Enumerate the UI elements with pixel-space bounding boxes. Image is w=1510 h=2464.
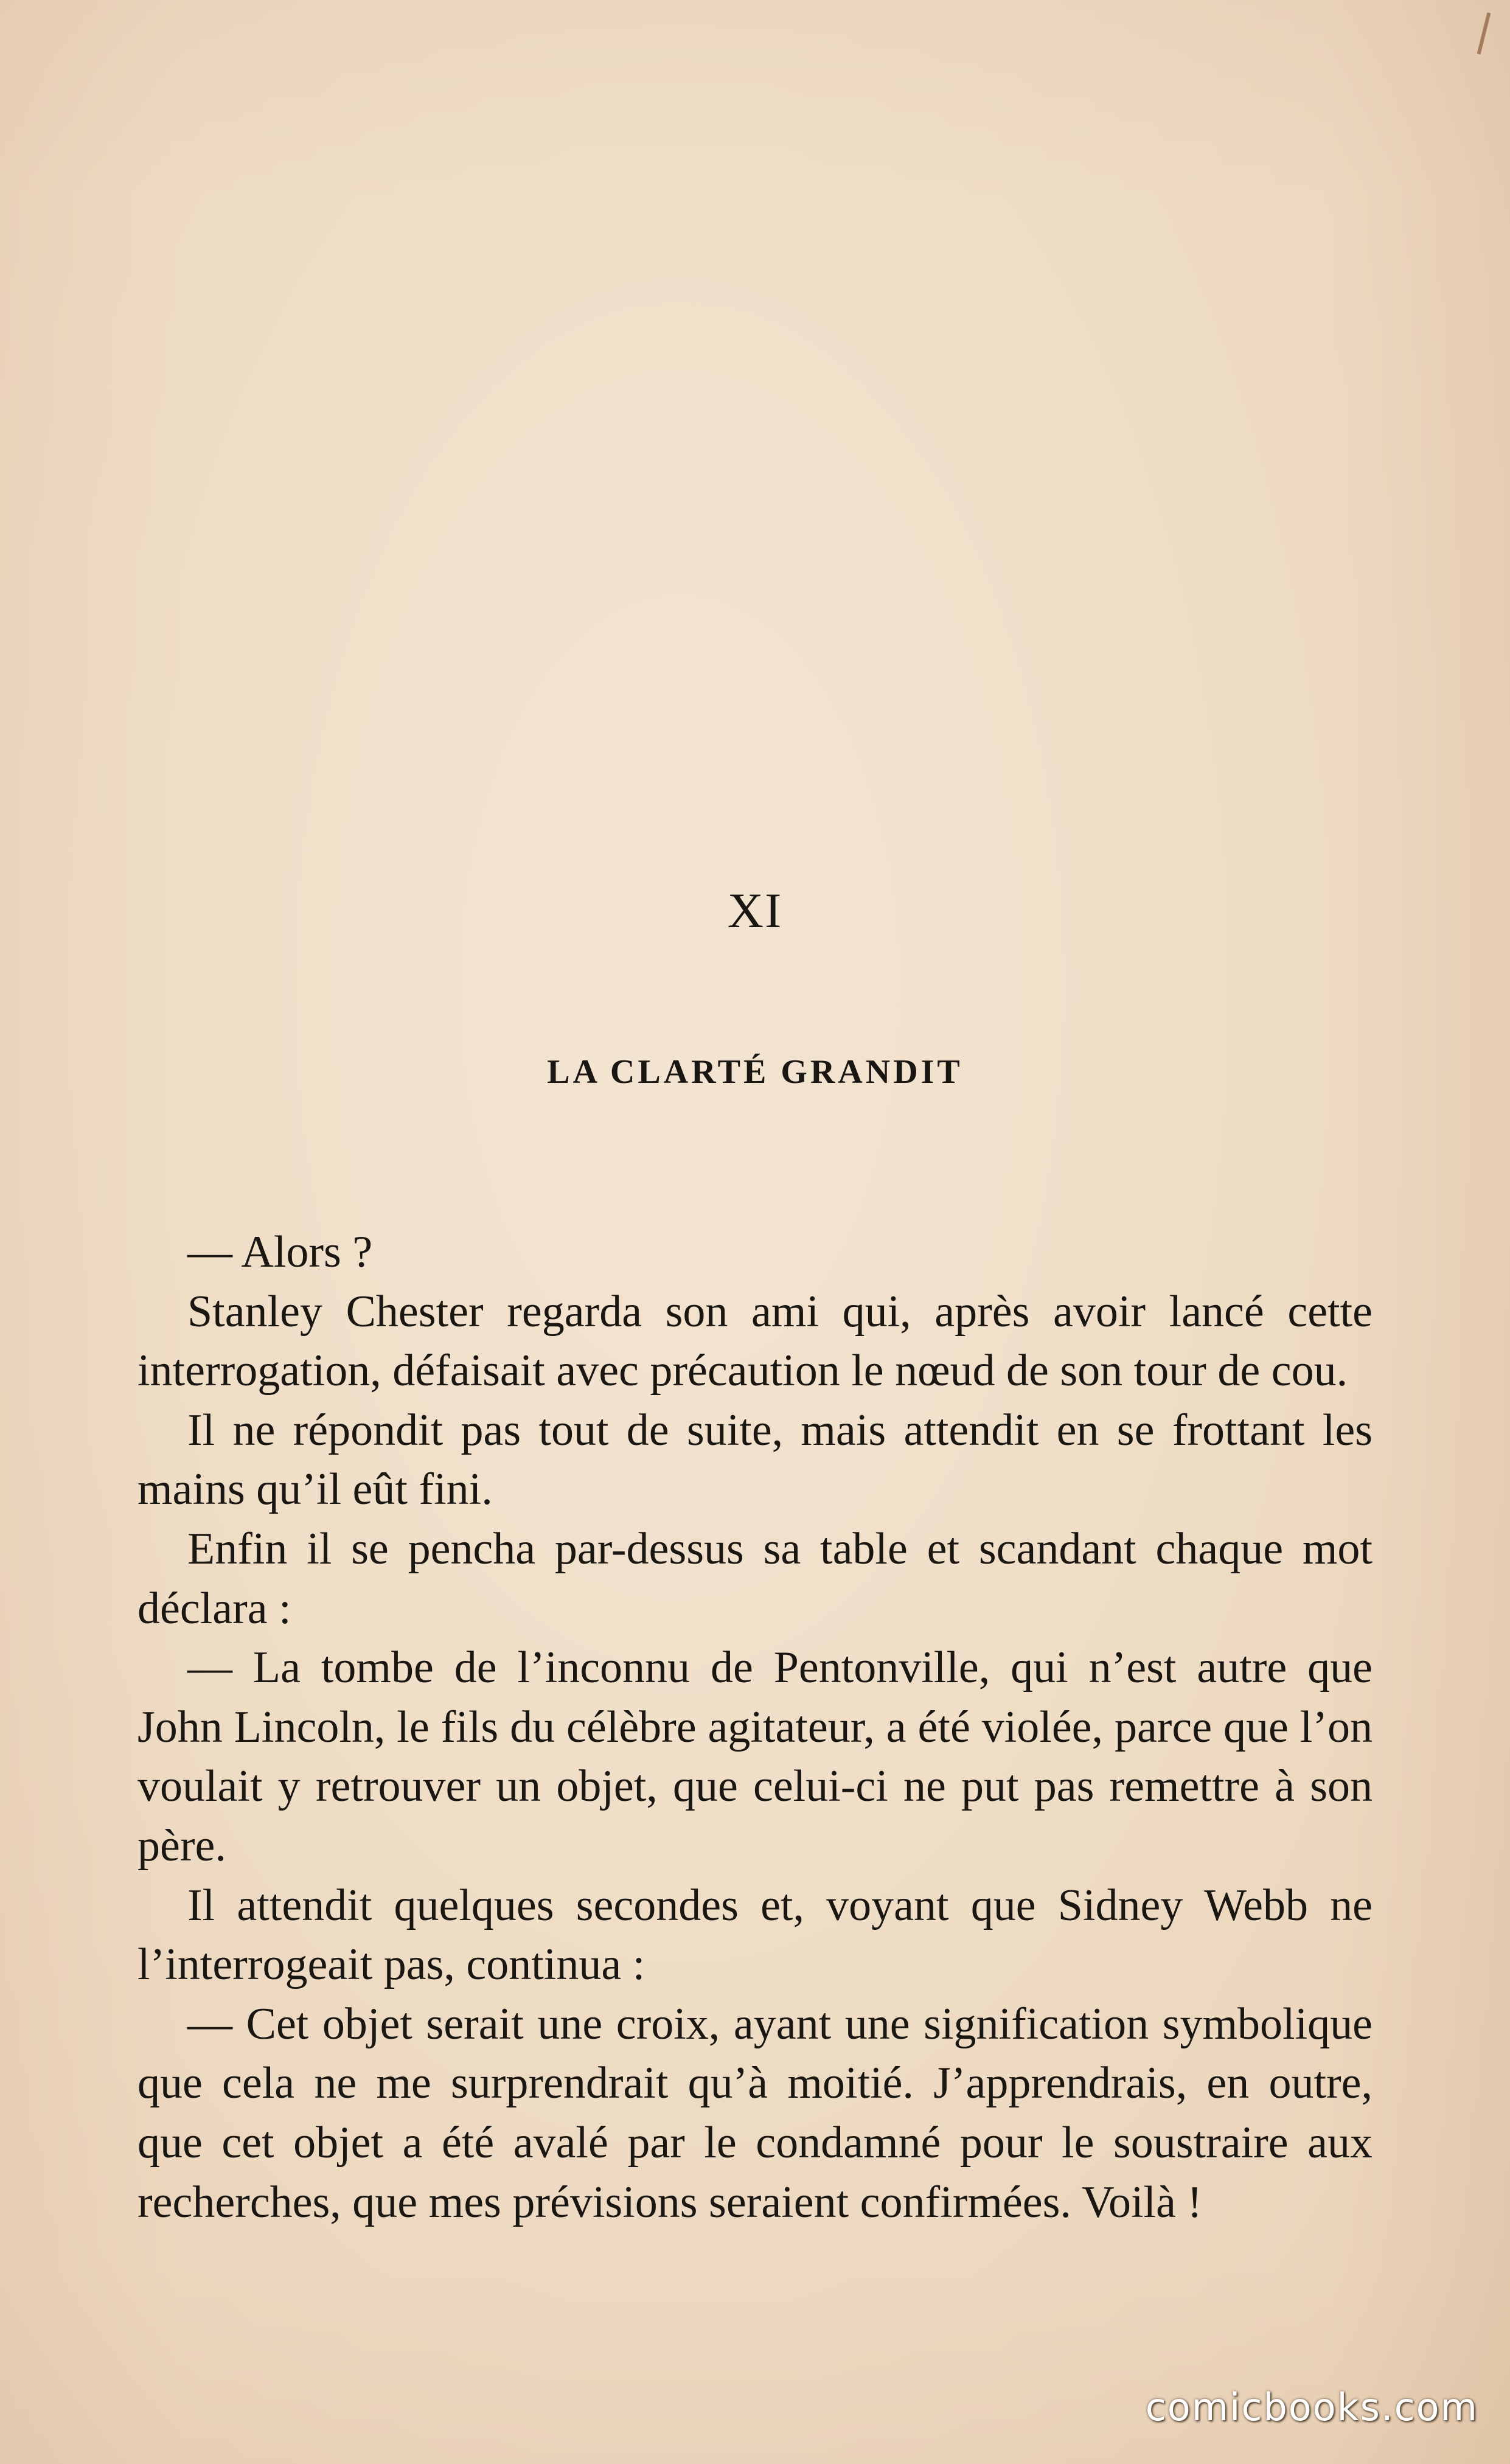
watermark: comicbooks.com — [1145, 2385, 1478, 2429]
paragraph: Il attendit quelques secondes et, voyant que Sidney Webb ne l’interrogeait pas, continua : — [137, 1880, 1373, 1990]
paragraph: — Alors ? — [187, 1227, 373, 1277]
paragraph: — La tombe de l’inconnu de Pentonville, qui n’est autre que John Lincoln, le fils du célèbre agitateur, a été violée, parce que l’on voulait y retrouver un objet, que celui-ci ne put pas remettre à son père. — [137, 1643, 1373, 1871]
paragraph: Il ne répondit pas tout de suite, mais attendit en se frottant les mains qu’il eût fini. — [137, 1405, 1373, 1515]
paragraph: Stanley Chester regarda son ami qui, après avoir lancé cette interrogation, défaisait avec précaution le nœud de son tour de cou. — [137, 1286, 1373, 1396]
chapter-number: XI — [727, 883, 783, 938]
chapter-body — [137, 1223, 1373, 2232]
chapter-title: LA CLARTÉ GRANDIT — [547, 1053, 963, 1091]
page-edge-mark — [1477, 12, 1491, 54]
paragraph: — Cet objet serait une croix, ayant une signification symbolique que cela ne me surprendrait qu’à moitié. J’apprendrais, en outre, que cet objet a été avalé par le condamné pour le soustraire aux recherches, que mes prévisions seraient confirmées. Voilà ! — [137, 1999, 1373, 2227]
paragraph: Enfin il se pencha par-dessus sa table et scandant chaque mot déclara : — [137, 1523, 1373, 1634]
